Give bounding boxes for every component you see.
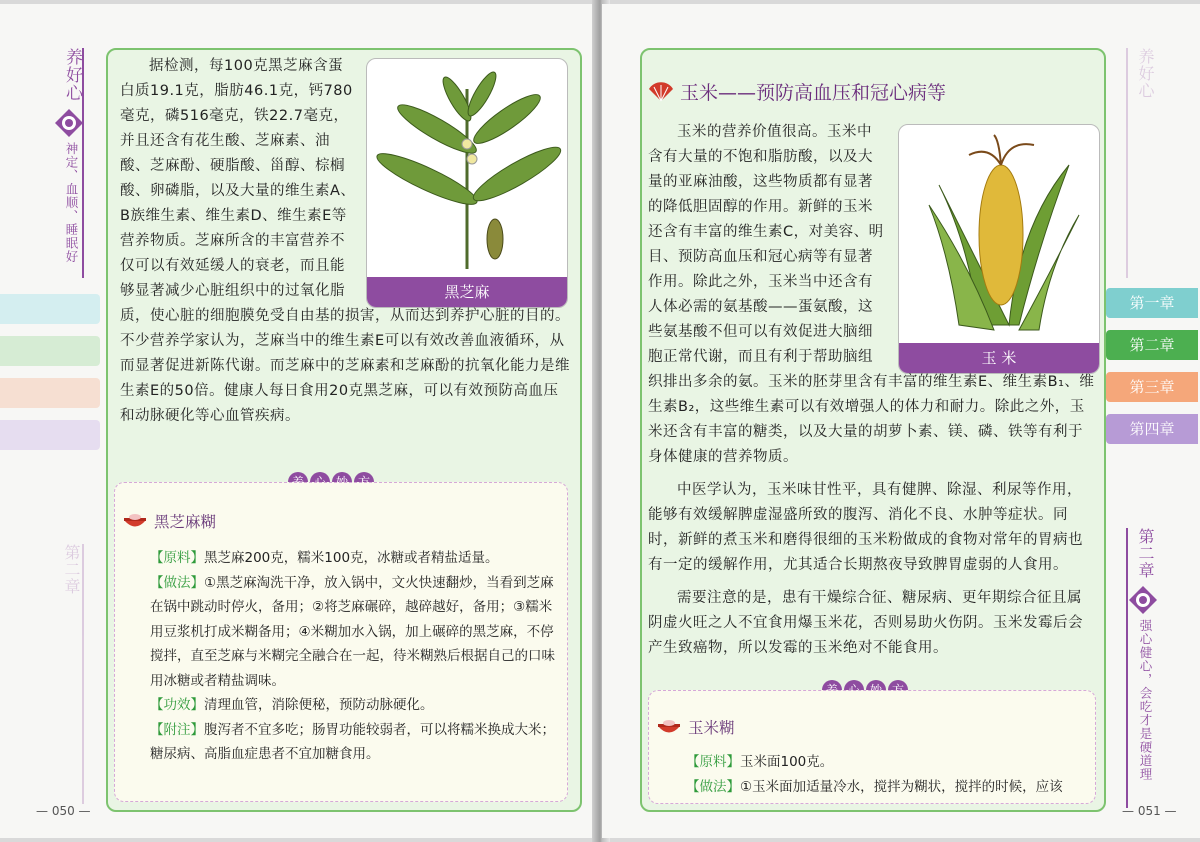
recipe-title: 黑芝麻糊: [154, 513, 217, 531]
sidebar-top-label: 养好心: [1136, 48, 1155, 99]
paragraph: 需要注意的是，患有干燥综合征、糖尿病、更年期综合征且属阴虚火旺之人不宜食用爆玉米花，否则易助火伤阴。玉米发霉后会产生致癌物，所以发霉的玉米绝对不能食用。: [648, 590, 1083, 656]
ghost-tab: [0, 294, 100, 324]
body-text: [120, 54, 570, 429]
lotus-emblem-icon: [54, 108, 82, 142]
paragraph: 中医学认为，玉米味甘性平，具有健脾、除湿、利尿等作用，能够有效缓解脾虚湿盛所致的腹泻、消化不良、水肿等症状。同时，新鲜的煮玉米和磨得很细的玉米粉做成的食物对常年的胃病也有一定的缓解作用，尤其适合长期熬夜导致脾胃虚弱的人食用。: [648, 482, 1083, 573]
lotus-emblem-icon: [1128, 585, 1154, 619]
recipe-tag: 【做法】: [150, 574, 204, 591]
tab-chapter-2[interactable]: 第二章: [1106, 330, 1198, 360]
recipe-line: [686, 775, 1086, 800]
recipe-line: [686, 750, 1086, 775]
left-sidebar-bottom: [56, 544, 84, 804]
section-heading: [648, 78, 946, 105]
recipe-line: [150, 546, 560, 571]
recipe-line: [150, 571, 560, 694]
tab-chapter-1[interactable]: 第一章: [1106, 288, 1198, 318]
ghost-tab: [0, 378, 100, 408]
text-float-spacer: [358, 54, 570, 302]
sidebar-title: 第二章: [1136, 528, 1155, 579]
ghost-tab: [0, 420, 100, 450]
body-text: [648, 120, 1096, 661]
recipe-text: [150, 546, 560, 767]
recipe-tag: 【原料】: [150, 550, 204, 566]
recipe-value: 清理血管，消除便秘，预防动脉硬化。: [204, 697, 434, 713]
recipe-title: 玉米糊: [688, 719, 735, 737]
bowl-icon: [122, 511, 148, 531]
recipe-value: ①黑芝麻淘洗干净，放入锅中，文火快速翻炒，当看到芝麻在锅中跳动时停火，备用；②将芝麻碾碎，越碎越好，备用；③糯米用豆浆机打成米糊备用；④米糊加水入锅，加上碾碎的黑芝麻，不停搅拌，直至芝麻与米糊完全融合在一起，待米糊熟后根据自己的口味用冰糖或者精盐调味。: [150, 574, 555, 689]
tab-chapter-3[interactable]: 第三章: [1106, 372, 1198, 402]
recipe-title-row: [122, 510, 216, 532]
fan-icon: [648, 81, 674, 103]
tab-chapter-4[interactable]: 第四章: [1106, 414, 1198, 444]
sidebar-title: 养好心: [62, 48, 82, 102]
ghost-tab: [0, 336, 100, 366]
recipe-value: 黑芝麻200克，糯米100克，冰糖或者精盐适量。: [204, 550, 499, 566]
sidebar-subtitle: 强心健心，会吃才是硬道理: [1138, 619, 1153, 781]
paragraph: 玉米的营养价值很高。玉米中含有大量的不饱和脂肪酸，以及大量的亚麻油酸，这些物质都有显著的降低胆固醇的作用。新鲜的玉米还含有丰富的维生素C，对美容、明目、预防高血压和冠心病等有显著作用。除此之外，玉米当中还含有人体必需的氨基酸——蛋氨酸，这些氨基酸不但可以有效促进大脑细胞正常代谢，而且有利于帮助脑组织排出多余的氨。玉米的胚芽里含有丰富的维生素E、维生素B₁、维生素B₂，这些维生素可以有效增强人的体力和耐力。除此之外，玉米还含有丰富的糖类，以及大量的胡萝卜素、镁、磷、铁等有利于身体健康的营养物质。: [648, 124, 1095, 465]
recipe-tag: 【原料】: [686, 754, 740, 770]
image-caption: 玉 米: [899, 343, 1099, 373]
recipe-tag: 【附注】: [150, 721, 204, 738]
left-sidebar: [56, 48, 84, 278]
right-page: [602, 4, 1200, 838]
recipe-line: [150, 718, 560, 767]
sidebar-subtitle: 神定、血顺、睡眠好: [64, 142, 79, 264]
page-number: — 050 —: [36, 804, 91, 818]
sidebar-bottom-label: 第二章: [62, 544, 81, 595]
right-sidebar: [1126, 528, 1154, 808]
recipe-value: 腹泻者不宜多吃；肠胃功能较弱者，可以将糯米换成大米；糖尿病、高脂血症患者不宜加糖食用。: [150, 721, 555, 762]
right-sidebar-top: [1126, 48, 1154, 278]
left-page: [0, 4, 598, 838]
recipe-tag: 【功效】: [150, 697, 204, 713]
recipe-text: [686, 750, 1086, 799]
recipe-value: ①玉米面加适量冷水，搅拌为糊状，搅拌的时候，应该: [740, 778, 1063, 795]
recipe-value: 玉米面100克。: [740, 754, 834, 770]
image-caption: 黑芝麻: [367, 277, 567, 307]
page-number: — 051 —: [1122, 804, 1177, 818]
recipe-tag: 【做法】: [686, 778, 740, 795]
text-float-spacer: [884, 120, 1096, 370]
bowl-icon: [656, 717, 682, 737]
heading-text: 玉米——预防高血压和冠心病等: [680, 82, 947, 104]
recipe-line: [150, 693, 560, 718]
paragraph: 据检测，每100克黑芝麻含蛋白质19.1克，脂肪46.1克，钙780毫克，磷516毫克，铁22.7毫克，并且还含有花生酸、芝麻素、油酸、芝麻酚、硬脂酸、甾醇、棕榈酸、卵磷脂，以及大量的维生素A、B族维生素、维生素D、维生素E等营养物质。芝麻所含的丰富营养不仅可以有效延缓人的衰老，而且能够显著减少心脏组织中的过氧化脂质，使心脏的细胞膜免受自由基的损害，从而达到养护心脏的目的。不少营养学家认为，芝麻当中的维生素E可以有效改善血液循环，从而显著促进新陈代谢。而芝麻中的芝麻素和芝麻酚的抗氧化能力是维生素E的50倍。健康人每日食用20克黑芝麻，可以有效预防高血压和动脉硬化等心血管疾病。: [120, 58, 570, 424]
recipe-title-row: [656, 716, 735, 738]
